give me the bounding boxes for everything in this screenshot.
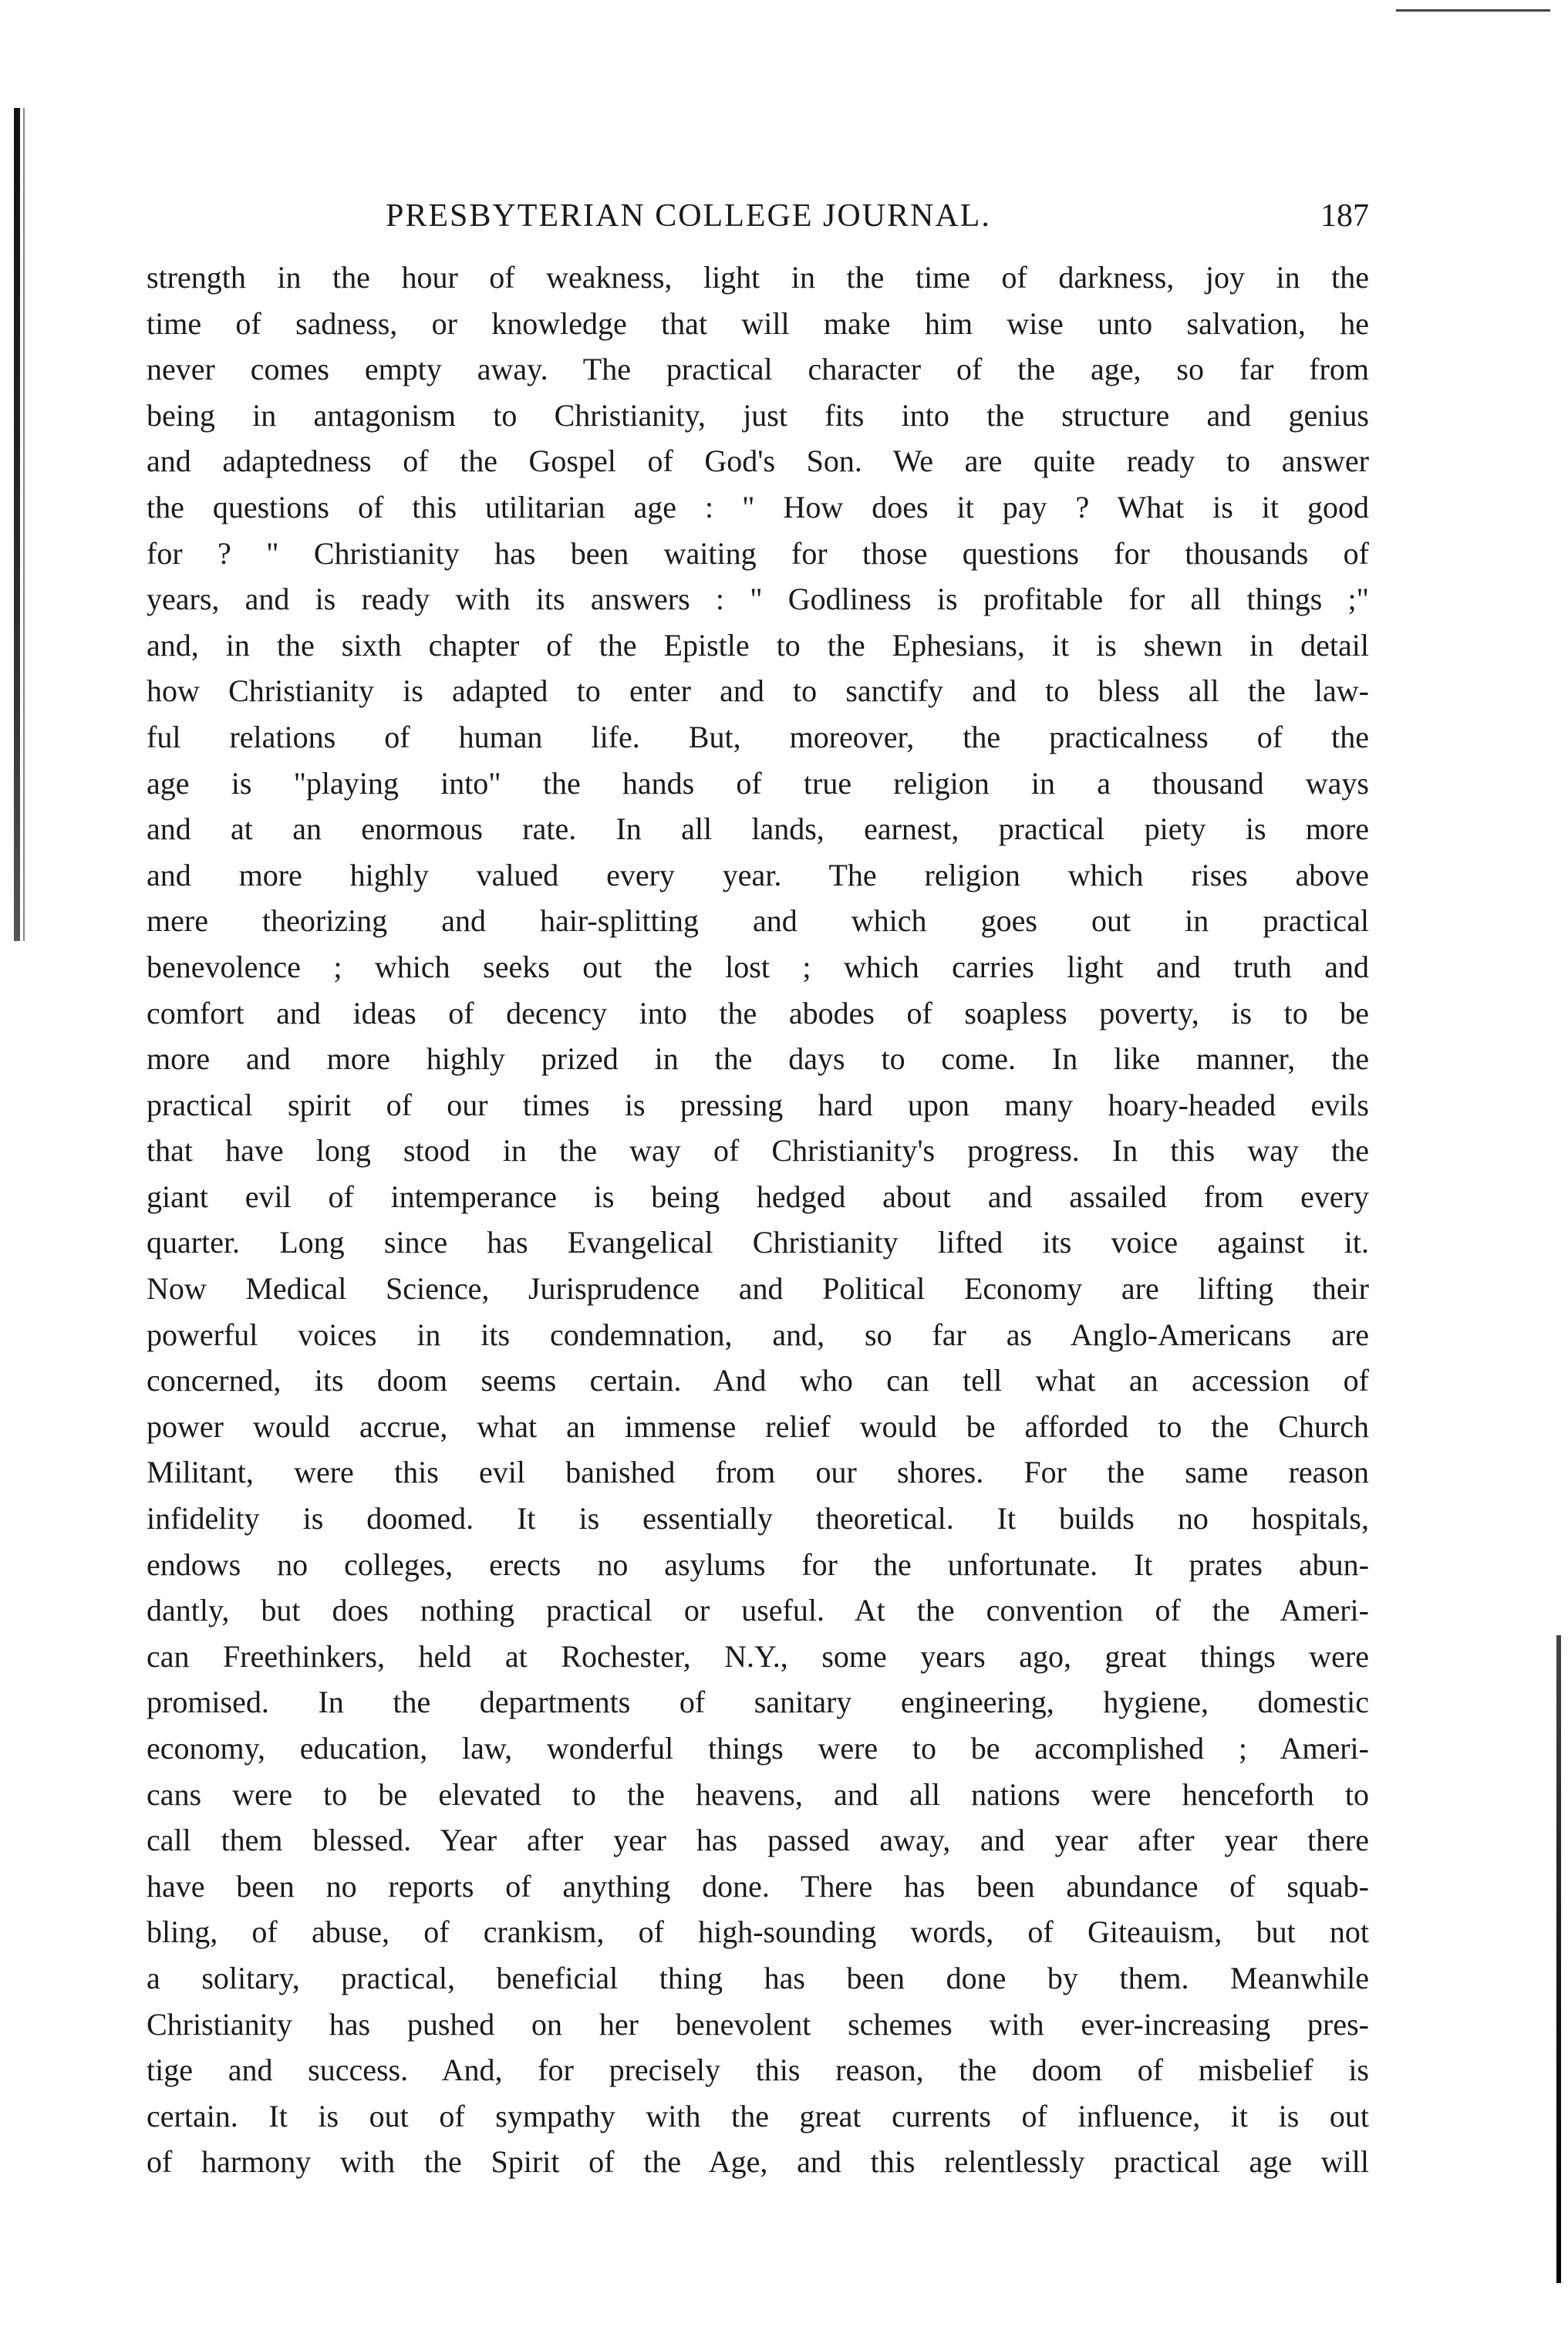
text-line: Militant, were this evil banished from our shores. For the same reason bbox=[147, 1455, 1369, 1490]
text-line: certain. It is out of sympathy with the great currents of influence, it is out bbox=[147, 2098, 1369, 2133]
text-line: concerned, its doom seems certain. And who can tell what an accession of bbox=[147, 1363, 1369, 1398]
scan-top-rule bbox=[1396, 9, 1550, 12]
text-line: never comes empty away. The practical character of the age, so far from bbox=[147, 352, 1369, 387]
body-text bbox=[147, 255, 1369, 2185]
text-line: that have long stood in the way of Christianity's progress. In this way the bbox=[147, 1133, 1369, 1169]
text-line: how Christianity is adapted to enter and to sanctify and to bless all the law- bbox=[147, 673, 1369, 709]
scan-left-edge-shadow bbox=[14, 108, 20, 941]
journal-page bbox=[147, 193, 1369, 2185]
text-line: power would accrue, what an immense relief would be afforded to the Church bbox=[147, 1408, 1369, 1444]
text-line: bling, of abuse, of crankism, of high-sounding words, of Giteauism, but not bbox=[147, 1914, 1369, 1950]
text-line: age is "playing into" the hands of true religion in a thousand ways bbox=[147, 765, 1369, 801]
text-line: of harmony with the Spirit of the Age, and this relentlessly practical age will bbox=[147, 2144, 1369, 2180]
text-line: benevolence ; which seeks out the lost ; which carries light and truth and bbox=[147, 949, 1369, 984]
scan-left-edge-line bbox=[23, 108, 25, 941]
text-line: economy, education, law, wonderful things were to be accomplished ; Ameri- bbox=[147, 1731, 1369, 1766]
text-line: can Freethinkers, held at Rochester, N.Y., some years ago, great things were bbox=[147, 1638, 1369, 1674]
text-line: dantly, but does nothing practical or useful. At the convention of the Ameri- bbox=[147, 1593, 1369, 1628]
text-line: promised. In the departments of sanitary engineering, hygiene, domestic bbox=[147, 1685, 1369, 1720]
page-number: 187 bbox=[1320, 198, 1369, 234]
text-line: infidelity is doomed. It is essentially theoretical. It builds no hospitals, bbox=[147, 1501, 1369, 1536]
text-line: more and more highly prized in the days to come. In like manner, the bbox=[147, 1041, 1369, 1077]
scan-right-edge-shadow bbox=[1556, 1635, 1561, 2283]
text-line: have been no reports of anything done. There has been abundance of squab- bbox=[147, 1868, 1369, 1904]
text-line: Christianity has pushed on her benevolent schemes with ever-increasing pres- bbox=[147, 2006, 1369, 2042]
text-line: cans were to be elevated to the heavens, and all nations were henceforth to bbox=[147, 1776, 1369, 1812]
text-line: giant evil of intemperance is being hedged about and assailed from every bbox=[147, 1179, 1369, 1214]
text-line: strength in the hour of weakness, light in the time of darkness, joy in the bbox=[147, 260, 1369, 295]
running-head bbox=[147, 193, 1369, 255]
text-line: years, and is ready with its answers : " Godliness is profitable for all things ;" bbox=[147, 582, 1369, 617]
text-line: and, in the sixth chapter of the Epistle to the Ephesians, it is shewn in detail bbox=[147, 627, 1369, 663]
text-line: tige and success. And, for precisely this reason, the doom of misbelief is bbox=[147, 2052, 1369, 2088]
text-line: comfort and ideas of decency into the abodes of soapless poverty, is to be bbox=[147, 995, 1369, 1030]
text-line: endows no colleges, erects no asylums for the unfortunate. It prates abun- bbox=[147, 1547, 1369, 1582]
text-line: for ? " Christianity has been waiting for those questions for thousands of bbox=[147, 535, 1369, 571]
text-line: practical spirit of our times is pressing hard upon many hoary-headed evils bbox=[147, 1087, 1369, 1122]
text-line: and more highly valued every year. The religion which rises above bbox=[147, 857, 1369, 892]
text-line: a solitary, practical, beneficial thing has been done by them. Meanwhile bbox=[147, 1960, 1369, 1995]
text-line: quarter. Long since has Evangelical Christianity lifted its voice against it. bbox=[147, 1225, 1369, 1260]
text-line: and adaptedness of the Gospel of God's Son. We are quite ready to answer bbox=[147, 444, 1369, 479]
text-line: being in antagonism to Christianity, just fits into the structure and genius bbox=[147, 397, 1369, 433]
text-line: Now Medical Science, Jurisprudence and Political Economy are lifting their bbox=[147, 1271, 1369, 1307]
text-line: call them blessed. Year after year has passed away, and year after year there bbox=[147, 1823, 1369, 1858]
text-line: and at an enormous rate. In all lands, earnest, practical piety is more bbox=[147, 811, 1369, 847]
journal-title: PRESBYTERIAN COLLEGE JOURNAL. bbox=[386, 198, 991, 234]
text-line: ful relations of human life. But, moreover, the practicalness of the bbox=[147, 719, 1369, 754]
text-line: powerful voices in its condemnation, and, so far as Anglo-Americans are bbox=[147, 1317, 1369, 1352]
text-line: time of sadness, or knowledge that will make him wise unto salvation, he bbox=[147, 305, 1369, 341]
text-line: the questions of this utilitarian age : " How does it pay ? What is it good bbox=[147, 489, 1369, 525]
text-line: mere theorizing and hair-splitting and which goes out in practical bbox=[147, 903, 1369, 939]
